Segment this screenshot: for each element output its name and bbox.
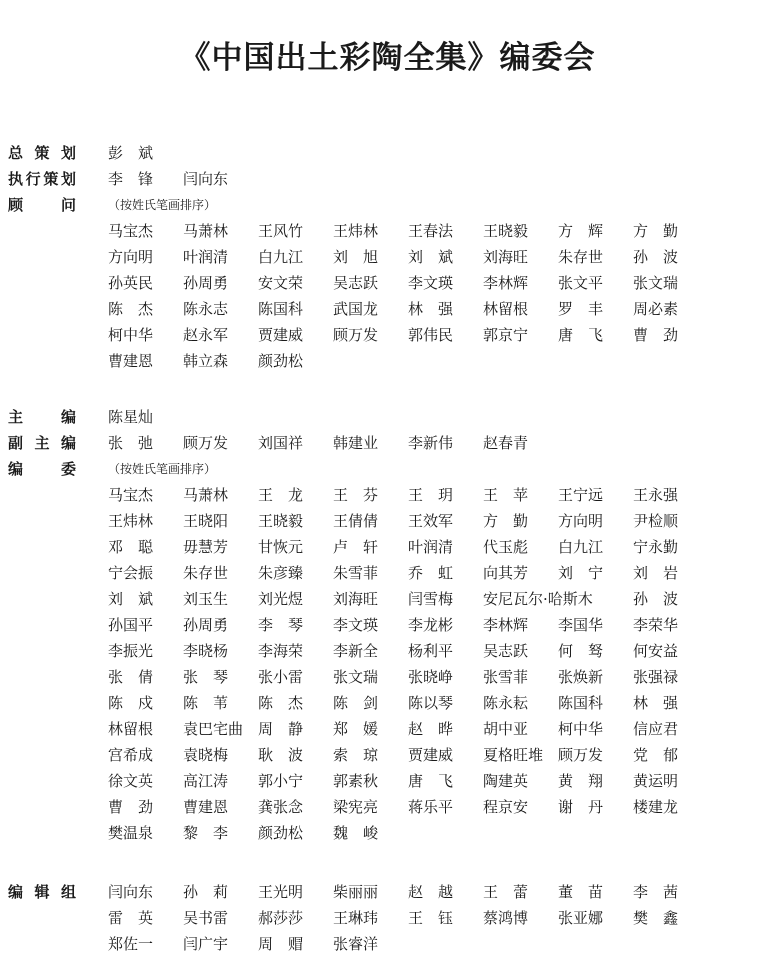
- person-name: 罗 丰: [558, 300, 604, 318]
- person-name: 陈永耘: [483, 694, 529, 712]
- sort-note: （按姓氏笔画排序）: [108, 462, 217, 476]
- person-name: 梁宪亮: [333, 798, 379, 816]
- person-name: 朱雪菲: [333, 564, 379, 582]
- person-name: 王 龙: [258, 486, 304, 504]
- section-executive-planner: [8, 166, 773, 192]
- committee-list: [8, 140, 773, 957]
- person-name: 党 郁: [633, 746, 679, 764]
- name-list: [108, 879, 773, 957]
- person-name: 李 琴: [258, 616, 304, 634]
- person-name: 向其芳: [483, 564, 529, 582]
- person-name: 陈 戍: [108, 694, 154, 712]
- person-name: 李海荣: [258, 642, 304, 660]
- person-name: 郝莎莎: [258, 909, 304, 927]
- person-name: 刘 旭: [333, 248, 379, 266]
- person-name: 闫向东: [108, 883, 154, 901]
- person-name: 张 琴: [183, 668, 229, 686]
- person-name: 魏 峻: [333, 824, 379, 842]
- section-deputy-editors: [8, 430, 773, 456]
- person-name: 张文瑞: [333, 668, 379, 686]
- person-name: 刘海旺: [483, 248, 529, 266]
- person-name: 赵 越: [408, 883, 454, 901]
- person-name: 乔 虹: [408, 564, 454, 582]
- person-name: 张亚娜: [558, 909, 604, 927]
- person-name: 耿 波: [258, 746, 304, 764]
- person-name: 郑 媛: [333, 720, 379, 738]
- person-name: 颜劲松: [258, 352, 304, 370]
- person-name: 武国龙: [333, 300, 379, 318]
- person-name: 王 芬: [333, 486, 379, 504]
- name-list: [108, 166, 773, 192]
- person-name: 陈以琴: [408, 694, 454, 712]
- person-name: 何 驽: [558, 642, 604, 660]
- person-name: 刘 斌: [108, 590, 154, 608]
- person-name: 周必素: [633, 300, 679, 318]
- section-label: 副主编: [8, 434, 76, 452]
- person-name: 黎 李: [183, 824, 229, 842]
- person-name: 刘 斌: [408, 248, 454, 266]
- person-name: 王 蕾: [483, 883, 529, 901]
- person-name: 张 倩: [108, 668, 154, 686]
- person-name: 吴志跃: [333, 274, 379, 292]
- person-name: 曹 劲: [108, 798, 154, 816]
- person-name: 彭 斌: [108, 144, 154, 162]
- section-label: 编辑组: [8, 883, 76, 901]
- person-name: 方向明: [558, 512, 604, 530]
- person-name: 林 强: [408, 300, 454, 318]
- person-name: 曹建恩: [183, 798, 229, 816]
- person-name: 蔡鸿博: [483, 909, 529, 927]
- person-name: 方 辉: [558, 222, 604, 240]
- person-name: 韩立森: [183, 352, 229, 370]
- person-name: 索 琼: [333, 746, 379, 764]
- person-name: 王炜林: [108, 512, 154, 530]
- person-name: 孙英民: [108, 274, 154, 292]
- person-name: 李林辉: [483, 274, 529, 292]
- person-name: 王永强: [633, 486, 679, 504]
- page-title: 《中国出土彩陶全集》编委会: [179, 40, 596, 76]
- section-advisors: [8, 192, 773, 374]
- person-name: 陈国科: [258, 300, 304, 318]
- person-name: 王春法: [408, 222, 454, 240]
- person-name: 李新全: [333, 642, 379, 660]
- section-committee: [8, 456, 773, 846]
- person-name: 王宁远: [558, 486, 604, 504]
- person-name: 张小雷: [258, 668, 304, 686]
- name-list: [108, 218, 773, 374]
- person-name: 顾万发: [183, 434, 229, 452]
- person-name: 郭京宁: [483, 326, 529, 344]
- person-name: 何安益: [633, 642, 679, 660]
- person-name: 陈星灿: [108, 408, 154, 426]
- section-general-planner: [8, 140, 773, 166]
- section-editorial-group: [8, 879, 773, 957]
- person-name: 王炜林: [333, 222, 379, 240]
- person-name: 郭伟民: [408, 326, 454, 344]
- person-name: 唐 飞: [408, 772, 454, 790]
- person-name: 赵春青: [483, 434, 529, 452]
- person-name: 闫向东: [183, 170, 229, 188]
- person-name: 张文瑞: [633, 274, 679, 292]
- person-name: 闫广宇: [183, 935, 229, 953]
- person-name: 安尼瓦尔·哈斯木: [483, 590, 593, 608]
- person-name: 马宝杰: [108, 222, 154, 240]
- person-name: 柴丽丽: [333, 883, 379, 901]
- person-name: 白九江: [258, 248, 304, 266]
- section-label: 主编: [8, 408, 76, 426]
- person-name: 王晓毅: [483, 222, 529, 240]
- person-name: 张雪菲: [483, 668, 529, 686]
- person-name: 程京安: [483, 798, 529, 816]
- person-name: 马宝杰: [108, 486, 154, 504]
- person-name: 郑佐一: [108, 935, 154, 953]
- person-name: 陈 杰: [108, 300, 154, 318]
- person-name: 林 强: [633, 694, 679, 712]
- person-name: 代玉彪: [483, 538, 529, 556]
- person-name: 曹建恩: [108, 352, 154, 370]
- person-name: 刘海旺: [333, 590, 379, 608]
- person-name: 顾万发: [558, 746, 604, 764]
- person-name: 胡中亚: [483, 720, 529, 738]
- person-name: 毋慧芳: [183, 538, 229, 556]
- person-name: 孙 莉: [183, 883, 229, 901]
- person-name: 李国华: [558, 616, 604, 634]
- person-name: 张强禄: [633, 668, 679, 686]
- person-name: 王 钰: [408, 909, 454, 927]
- person-name: 樊温泉: [108, 824, 154, 842]
- person-name: 李龙彬: [408, 616, 454, 634]
- person-name: 张焕新: [558, 668, 604, 686]
- person-name: 谢 丹: [558, 798, 604, 816]
- person-name: 柯中华: [558, 720, 604, 738]
- person-name: 刘 岩: [633, 564, 679, 582]
- person-name: 方向明: [108, 248, 154, 266]
- section-label: 编委: [8, 460, 76, 478]
- person-name: 李文瑛: [333, 616, 379, 634]
- name-list: [108, 430, 773, 456]
- person-name: 刘光煜: [258, 590, 304, 608]
- person-name: 李振光: [108, 642, 154, 660]
- person-name: 袁晓梅: [183, 746, 229, 764]
- person-name: 宁永勤: [633, 538, 679, 556]
- sort-note: （按姓氏笔画排序）: [108, 198, 217, 212]
- person-name: 孙周勇: [183, 616, 229, 634]
- person-name: 朱存世: [558, 248, 604, 266]
- person-name: 徐文英: [108, 772, 154, 790]
- person-name: 信应君: [633, 720, 679, 738]
- section-label: 顾问: [8, 196, 76, 214]
- person-name: 孙国平: [108, 616, 154, 634]
- person-name: 高江涛: [183, 772, 229, 790]
- person-name: 贾建威: [258, 326, 304, 344]
- person-name: 方 勤: [633, 222, 679, 240]
- section-chief-editor: [8, 404, 773, 430]
- person-name: 张文平: [558, 274, 604, 292]
- person-name: 王风竹: [258, 222, 304, 240]
- person-name: 李晓杨: [183, 642, 229, 660]
- person-name: 唐 飞: [558, 326, 604, 344]
- person-name: 王光明: [258, 883, 304, 901]
- person-name: 雷 英: [108, 909, 154, 927]
- person-name: 林留根: [108, 720, 154, 738]
- person-name: 宁会振: [108, 564, 154, 582]
- person-name: 张 弛: [108, 434, 154, 452]
- person-name: 李荣华: [633, 616, 679, 634]
- person-name: 赵永军: [183, 326, 229, 344]
- person-name: 黄 翔: [558, 772, 604, 790]
- person-name: 李文瑛: [408, 274, 454, 292]
- person-name: 黄运明: [633, 772, 679, 790]
- person-name: 孙周勇: [183, 274, 229, 292]
- person-name: 陈国科: [558, 694, 604, 712]
- person-name: 王 玥: [408, 486, 454, 504]
- person-name: 吴书雷: [183, 909, 229, 927]
- person-name: 周 赗: [258, 935, 304, 953]
- person-name: 朱存世: [183, 564, 229, 582]
- person-name: 张睿洋: [333, 935, 379, 953]
- person-name: 王倩倩: [333, 512, 379, 530]
- person-name: 吴志跃: [483, 642, 529, 660]
- person-name: 周 静: [258, 720, 304, 738]
- section-label: 总策划: [8, 144, 76, 162]
- person-name: 白九江: [558, 538, 604, 556]
- person-name: 刘 宁: [558, 564, 604, 582]
- person-name: 曹 劲: [633, 326, 679, 344]
- person-name: 袁巴宅曲: [183, 720, 244, 738]
- person-name: 张晓峥: [408, 668, 454, 686]
- person-name: 韩建业: [333, 434, 379, 452]
- person-name: 王效军: [408, 512, 454, 530]
- section-label: 执行策划: [8, 170, 76, 188]
- person-name: 董 苗: [558, 883, 604, 901]
- person-name: 李新伟: [408, 434, 454, 452]
- person-name: 叶润清: [408, 538, 454, 556]
- person-name: 陈 杰: [258, 694, 304, 712]
- person-name: 陶建英: [483, 772, 529, 790]
- person-name: 马萧林: [183, 222, 229, 240]
- person-name: 李 锋: [108, 170, 154, 188]
- person-name: 郭素秋: [333, 772, 379, 790]
- person-name: 蒋乐平: [408, 798, 454, 816]
- person-name: 叶润清: [183, 248, 229, 266]
- person-name: 陈 苇: [183, 694, 229, 712]
- person-name: 方 勤: [483, 512, 529, 530]
- person-name: 尹检顺: [633, 512, 679, 530]
- person-name: 颜劲松: [258, 824, 304, 842]
- person-name: 樊 鑫: [633, 909, 679, 927]
- person-name: 宫希成: [108, 746, 154, 764]
- name-list: [108, 404, 773, 430]
- person-name: 林留根: [483, 300, 529, 318]
- name-list: [108, 482, 773, 846]
- person-name: 杨利平: [408, 642, 454, 660]
- person-name: 孙 波: [633, 590, 679, 608]
- person-name: 王琳玮: [333, 909, 379, 927]
- person-name: 王 苹: [483, 486, 529, 504]
- person-name: 贾建威: [408, 746, 454, 764]
- person-name: 楼建龙: [633, 798, 679, 816]
- person-name: 刘玉生: [183, 590, 229, 608]
- person-name: 卢 轩: [333, 538, 379, 556]
- person-name: 柯中华: [108, 326, 154, 344]
- person-name: 陈 剑: [333, 694, 379, 712]
- person-name: 闫雪梅: [408, 590, 454, 608]
- person-name: 邓 聪: [108, 538, 154, 556]
- person-name: 刘国祥: [258, 434, 304, 452]
- person-name: 王晓毅: [258, 512, 304, 530]
- person-name: 龚张念: [258, 798, 304, 816]
- name-list: [108, 140, 773, 166]
- person-name: 朱彦臻: [258, 564, 304, 582]
- person-name: 安文荣: [258, 274, 304, 292]
- person-name: 李 茜: [633, 883, 679, 901]
- person-name: 李林辉: [483, 616, 529, 634]
- person-name: 赵 晔: [408, 720, 454, 738]
- person-name: 甘恢元: [258, 538, 304, 556]
- person-name: 孙 波: [633, 248, 679, 266]
- person-name: 王晓阳: [183, 512, 229, 530]
- person-name: 马萧林: [183, 486, 229, 504]
- person-name: 夏格旺堆: [483, 746, 544, 764]
- person-name: 郭小宁: [258, 772, 304, 790]
- person-name: 顾万发: [333, 326, 379, 344]
- person-name: 陈永志: [183, 300, 229, 318]
